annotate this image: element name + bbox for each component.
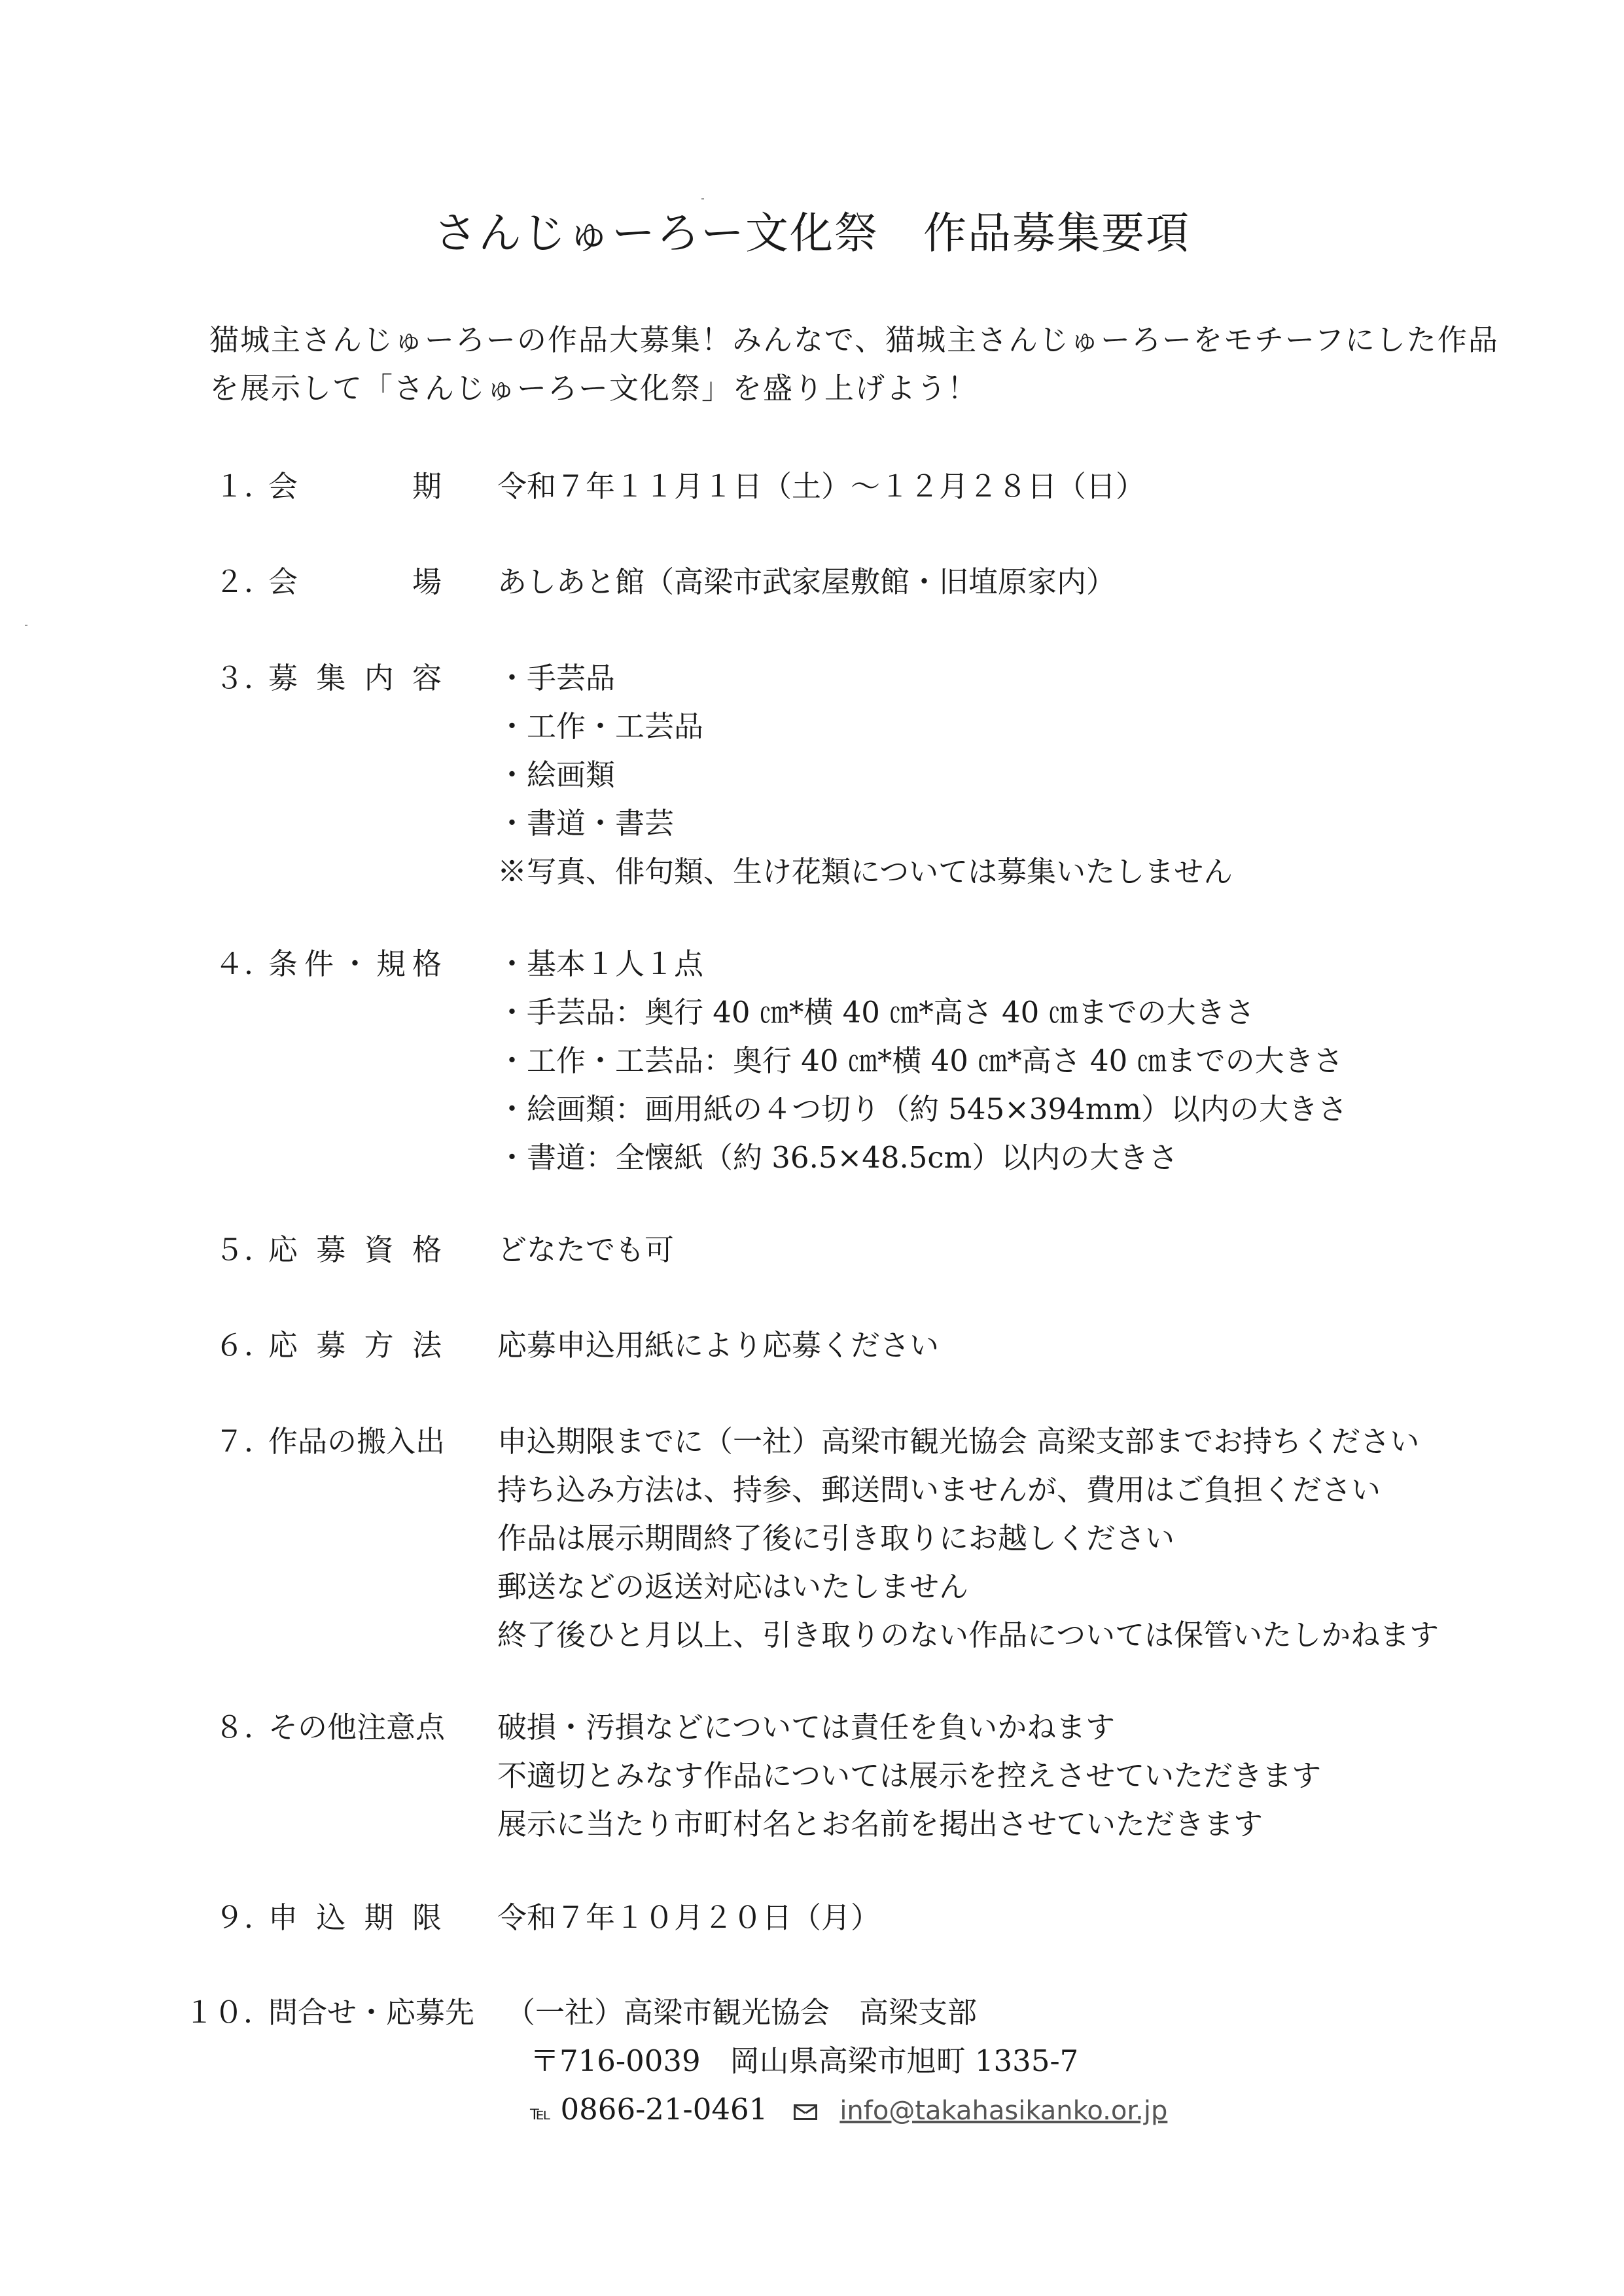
content-line: 不適切とみなす作品については展示を控えさせていただきます [497, 1758, 1322, 1793]
label-char: 期 [364, 1900, 394, 1935]
label-char: 内 [364, 661, 394, 695]
label-char: 件 [304, 947, 334, 981]
label-char: 応 [268, 1328, 298, 1363]
label-char: 法 [412, 1328, 442, 1363]
label-char: 方 [364, 1328, 394, 1363]
content-line: 破損・汚損などについては責任を負いかねます [497, 1710, 1116, 1745]
label-char: 規 [376, 947, 406, 981]
contact-address: 〒716-0039 岡山県高梁市旭町 1335-7 [530, 2044, 1079, 2078]
section-number: １． [215, 469, 274, 504]
content-line: ※写真、俳句類、生け花類については募集いたしません [497, 854, 1233, 889]
intro-paragraph [209, 316, 1499, 413]
section-number: ６． [215, 1328, 274, 1363]
label-char: 募 [316, 1232, 346, 1267]
content-line: ・絵画類：画用紙の４つ切り（約 545×394mm）以内の大きさ [497, 1092, 1348, 1126]
contact-tel [530, 2085, 768, 2138]
content-line: ・手芸品 [497, 661, 616, 695]
section-content [497, 462, 1145, 511]
label-char: 込 [316, 1900, 346, 1935]
label-char: 限 [412, 1900, 442, 1935]
section-label [268, 1703, 446, 1752]
section-content [497, 558, 1116, 606]
label-char: 集 [316, 661, 346, 695]
section-number: ２． [215, 565, 274, 599]
content-line: 令和７年１０月２０日（月） [497, 1900, 881, 1935]
label-char: 格 [412, 1232, 442, 1267]
label-char: 応 [268, 1232, 298, 1267]
label-char: 容 [412, 661, 442, 695]
section-number: ８． [215, 1710, 274, 1745]
label-char: 資 [364, 1232, 394, 1267]
section-label [268, 558, 442, 606]
content-line: ・工作・工芸品 [497, 709, 704, 744]
section-label [268, 1226, 442, 1274]
section-label [268, 654, 442, 703]
section-content [497, 654, 1233, 896]
label-char: ・ [340, 947, 370, 981]
label-char: 格 [412, 947, 442, 981]
content-line: あしあと館（高梁市武家屋敷館・旧埴原家内） [497, 565, 1116, 599]
intro-line: を展示して「さんじゅーろー文化祭」を盛り上げよう！ [209, 371, 979, 406]
section-label [268, 1418, 446, 1466]
scan-speck [25, 625, 27, 626]
section-number: ９． [215, 1900, 274, 1935]
section-content [497, 1321, 939, 1370]
section-number: ７． [215, 1424, 274, 1459]
scan-speck [701, 198, 704, 200]
email-link[interactable]: info@takahasikanko.or.jp [839, 2096, 1168, 2126]
tel-number: 0866-21-0461 [560, 2092, 768, 2127]
section-content [497, 940, 1347, 1182]
mail-icon [794, 2104, 817, 2120]
label-char: 会 [268, 565, 298, 599]
section-number: ４． [215, 947, 274, 981]
content-line: ・書道：全懐紙（約 36.5×48.5cm）以内の大きさ [497, 1140, 1178, 1175]
content-line: 持ち込み方法は、持参、郵送問いませんが、費用はご負担ください [497, 1472, 1381, 1507]
section-number: ５． [215, 1232, 274, 1267]
label-text: その他注意点 [268, 1710, 446, 1745]
label-text: 作品の搬入出 [268, 1424, 446, 1459]
content-line: 郵送などの返送対応はいたしません [497, 1569, 969, 1604]
section-content [497, 1894, 880, 1942]
content-line: 展示に当たり市町村名とお名前を掲出させていただきます [497, 1807, 1263, 1841]
section-label [268, 1321, 442, 1370]
content-line: 申込期限までに（一社）高梁市観光協会 高梁支部までお持ちください [497, 1424, 1420, 1459]
tel-icon: ℡ [530, 2102, 552, 2125]
label-char: 申 [268, 1900, 298, 1935]
content-line: 作品は展示期間終了後に引き取りにお越しください [497, 1521, 1175, 1556]
section-label [268, 462, 442, 511]
page-title: さんじゅーろー文化祭 作品募集要項 [434, 208, 1190, 258]
label-char: 募 [316, 1328, 346, 1363]
content-line: ・基本１人１点 [497, 947, 704, 981]
section-number: １０． [185, 1995, 274, 2030]
section-label: 問合せ・応募先 [268, 1995, 475, 2030]
section-label [268, 1894, 442, 1942]
intro-line: 猫城主さんじゅーろーの作品大募集！みんなで、猫城主さんじゅーろーをモチーフにした作品 [209, 322, 1499, 357]
content-line: ・手芸品：奥行 40 ㎝*横 40 ㎝*高さ 40 ㎝までの大きさ [497, 995, 1255, 1030]
section-content [497, 1703, 1321, 1849]
section-label [268, 940, 442, 988]
label-char: 条 [268, 947, 298, 981]
content-line: ・書道・書芸 [497, 806, 675, 841]
label-char: 場 [412, 565, 442, 599]
contact-email [794, 2085, 1167, 2135]
content-line: 終了後ひと月以上、引き取りのない作品については保管いたしかねます [497, 1618, 1439, 1652]
content-line: 令和７年１１月１日（土）～１２月２８日（日） [497, 469, 1146, 504]
section-content [497, 1418, 1439, 1660]
section-number: ３． [215, 661, 274, 695]
contact-organization: （一社）高梁市観光協会 高梁支部 [506, 1995, 978, 2030]
content-line: ・工作・工芸品：奥行 40 ㎝*横 40 ㎝*高さ 40 ㎝までの大きさ [497, 1043, 1343, 1078]
content-line: ・絵画類 [497, 757, 616, 792]
section-content [497, 1226, 674, 1274]
label-char: 募 [268, 661, 298, 695]
label-char: 会 [268, 469, 298, 504]
content-line: どなたでも可 [497, 1232, 675, 1267]
content-line: 応募申込用紙により応募ください [497, 1328, 940, 1363]
label-char: 期 [412, 469, 442, 504]
